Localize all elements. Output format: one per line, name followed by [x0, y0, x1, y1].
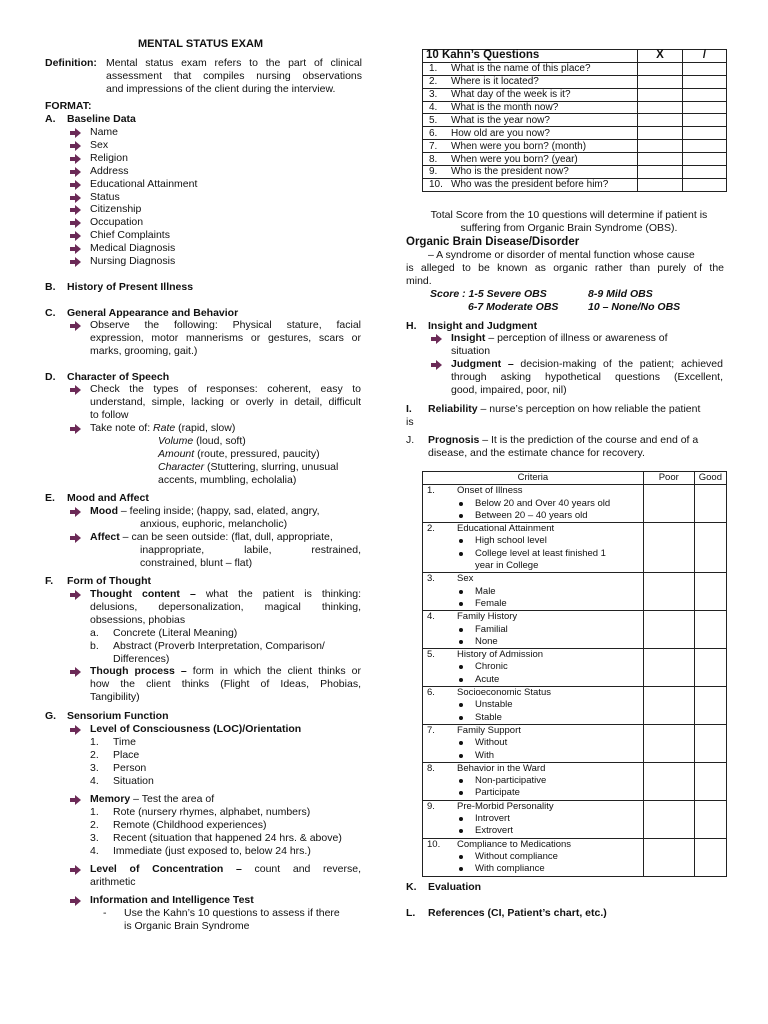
bullet-icon — [459, 817, 463, 821]
memory-heading: Memory – Test the area of — [90, 793, 215, 805]
arrow-bullet-icon — [70, 424, 80, 434]
good-header: Good — [694, 472, 726, 485]
bullet-icon — [459, 716, 463, 720]
question-number: 3. — [429, 89, 438, 101]
arrow-bullet-icon — [70, 896, 80, 906]
info-test-text: Use the Kahn’s 10 questions to assess if there is Organic Brain Syndrome — [124, 907, 340, 932]
criteria-option: Participate — [475, 787, 520, 799]
arrow-bullet-icon — [70, 590, 80, 600]
obd-text: – A syndrome or disorder of mental function whose cause is alleged to be known as organic rather than purely of the mind. — [406, 249, 724, 287]
prognosis-criteria-table — [422, 471, 727, 877]
mood-text-2: anxious, euphoric, melancholic) — [140, 518, 288, 530]
bullet-icon — [459, 867, 463, 871]
section-c-heading: C. General Appearance and Behavior — [45, 307, 239, 319]
arrow-bullet-icon — [70, 154, 80, 164]
criteria-option: With compliance — [475, 863, 545, 875]
criteria-cell — [423, 762, 644, 800]
criteria-option: Chronic — [475, 661, 508, 673]
table-row — [423, 101, 727, 114]
table-row — [423, 62, 727, 75]
affect-text-3: constrained, blunt – flat) — [140, 557, 253, 569]
good-cell — [694, 523, 726, 573]
kahn-questions-table — [422, 49, 727, 192]
table-row — [423, 485, 727, 523]
thought-content: Thought content – what the patient is thinking: delusions, depersonalization, magical thinking, obsessions, phobias — [90, 588, 361, 626]
table-row — [423, 838, 727, 876]
criteria-title: Educational Attainment — [457, 523, 555, 535]
criteria-cell — [423, 838, 644, 876]
kahn-table-title: 10 Kahn’s Questions — [423, 50, 638, 63]
question-text: What is the name of this place? — [451, 63, 591, 75]
bullet-icon — [459, 602, 463, 606]
list-number: 2. — [90, 748, 99, 761]
section-h-heading: H. Insight and Judgment — [406, 320, 538, 332]
list-number: 2. — [90, 818, 99, 831]
kahn-question-cell — [423, 62, 638, 75]
poor-cell — [643, 724, 694, 762]
list-number: 1. — [90, 736, 99, 748]
kahn-question-cell — [423, 114, 638, 127]
arrow-bullet-icon — [70, 231, 80, 241]
table-row — [423, 687, 727, 725]
baseline-item: Sex — [90, 138, 109, 151]
sub-item-a-num: a. — [90, 627, 99, 639]
table-row — [423, 800, 727, 838]
baseline-item: Religion — [90, 151, 128, 164]
arrow-bullet-icon — [70, 205, 80, 215]
question-number: 2. — [429, 76, 438, 88]
list-number: 3. — [90, 831, 99, 844]
criteria-number: 4. — [427, 611, 435, 623]
arrow-bullet-icon — [70, 795, 80, 805]
good-cell — [694, 573, 726, 611]
kahn-question-cell — [423, 101, 638, 114]
info-dash: - — [103, 907, 107, 919]
list-item: Immediate (just exposed to, below 24 hrs.) — [113, 844, 311, 857]
check-score-cell — [683, 153, 727, 166]
check-score-cell — [683, 166, 727, 179]
section-g-heading: G. Sensorium Function — [45, 710, 169, 722]
poor-cell — [643, 611, 694, 649]
table-row — [423, 166, 727, 179]
table-row — [423, 88, 727, 101]
table-row — [423, 75, 727, 88]
section-j: J. Prognosis – It is the prediction of the course and end of a disease, and the estimate chance for recovery. — [406, 434, 699, 459]
good-cell — [694, 800, 726, 838]
affect-text: Affect – can be seen outside: (flat, dull, appropriate, — [90, 531, 333, 543]
criteria-option: Without — [475, 737, 508, 749]
section-d-amount: Amount (route, pressured, paucity) — [158, 448, 320, 460]
arrow-bullet-icon — [70, 128, 80, 138]
list-item: Remote (Childhood experiences) — [113, 818, 267, 831]
x-score-cell — [638, 140, 683, 153]
bullet-icon — [459, 678, 463, 682]
score-moderate: 6-7 Moderate OBS — [468, 301, 559, 313]
section-e-heading: E. Mood and Affect — [45, 492, 149, 504]
arrow-bullet-icon — [70, 533, 80, 543]
bullet-icon — [459, 539, 463, 543]
kahn-question-cell — [423, 153, 638, 166]
question-text: How old are you now? — [451, 127, 550, 139]
check-score-cell — [683, 62, 727, 75]
format-label: FORMAT: — [45, 100, 92, 112]
insight-text: Insight – perception of illness or awareness of situation — [451, 332, 668, 357]
table-row — [423, 114, 727, 127]
list-number: 1. — [90, 806, 99, 818]
list-number: 4. — [90, 844, 99, 857]
x-score-cell — [638, 62, 683, 75]
x-score-cell — [638, 75, 683, 88]
good-cell — [694, 649, 726, 687]
judgment-text: Judgment – decision-making of the patient; achieved through asking hypothetical questions (Excellent, good, impaired, poor, nil) — [451, 358, 723, 396]
section-k-heading: K. Evaluation — [406, 881, 482, 893]
criteria-cell — [423, 485, 644, 523]
arrow-bullet-icon — [70, 244, 80, 254]
section-i: I. Reliability – nurse’s perception on how reliable the patient is — [406, 403, 701, 428]
section-d-character: Character (Stuttering, slurring, unusual — [158, 461, 339, 473]
section-f-heading: F. Form of Thought — [45, 575, 151, 587]
section-d-check: Check the types of responses: coherent, easy to understand, simple, lacking or overly in detail, difficult to follow — [90, 383, 361, 421]
bullet-icon — [459, 590, 463, 594]
table-row — [423, 127, 727, 140]
criteria-option: Female — [475, 597, 507, 609]
table-row — [423, 178, 727, 191]
criteria-cell — [423, 649, 644, 687]
question-number: 5. — [429, 114, 438, 126]
criteria-cell — [423, 573, 644, 611]
table-row — [423, 573, 727, 611]
criteria-option: Below 20 and Over 40 years old — [475, 497, 611, 509]
section-a-heading: A. Baseline Data — [45, 113, 136, 125]
table-row — [423, 153, 727, 166]
bullet-icon — [459, 741, 463, 745]
criteria-option: Stable — [475, 711, 502, 723]
arrow-bullet-icon — [431, 334, 441, 344]
bullet-icon — [459, 514, 463, 518]
criteria-title: Onset of Illness — [457, 485, 523, 497]
criteria-title: Family Support — [457, 724, 521, 736]
baseline-item: Occupation — [90, 216, 144, 229]
check-score-cell — [683, 114, 727, 127]
kahn-col-check: / — [683, 50, 727, 63]
criteria-title: Compliance to Medications — [457, 838, 572, 850]
list-item: Rote (nursery rhymes, alphabet, numbers) — [113, 806, 311, 818]
criteria-title: Sex — [457, 573, 474, 585]
baseline-item: Status — [90, 190, 120, 203]
criteria-number: 5. — [427, 649, 435, 661]
x-score-cell — [638, 88, 683, 101]
poor-cell — [643, 762, 694, 800]
arrow-bullet-icon — [70, 180, 80, 190]
criteria-option: Without compliance — [475, 850, 558, 862]
bullet-icon — [459, 855, 463, 859]
criteria-number: 10. — [427, 838, 441, 850]
x-score-cell — [638, 166, 683, 179]
question-number: 8. — [429, 153, 438, 165]
arrow-bullet-icon — [70, 865, 80, 875]
section-d-note: Take note of: Rate (rapid, slow) — [90, 422, 236, 434]
criteria-option: With — [475, 749, 494, 761]
poor-header: Poor — [643, 472, 694, 485]
obd-title: Organic Brain Disease/Disorder — [406, 236, 580, 248]
criteria-title: Family History — [457, 611, 518, 623]
arrow-bullet-icon — [70, 257, 80, 267]
table-row — [423, 611, 727, 649]
mood-text: Mood – feeling inside; (happy, sad, elated, angry, — [90, 505, 320, 517]
list-number: 3. — [90, 761, 99, 774]
criteria-title: History of Admission — [457, 649, 544, 661]
question-text: Where is it located? — [451, 76, 539, 88]
check-score-cell — [683, 75, 727, 88]
kahn-question-cell — [423, 75, 638, 88]
arrow-bullet-icon — [70, 667, 80, 677]
criteria-option: None — [475, 635, 498, 647]
thought-process: Though process – form in which the client thinks or how the client thinks (Flight of Ideas, Phobias, Tangibility) — [90, 665, 362, 703]
table-row — [423, 649, 727, 687]
good-cell — [694, 762, 726, 800]
criteria-cell — [423, 800, 644, 838]
baseline-item: Name — [90, 126, 119, 138]
list-item: Situation — [113, 774, 154, 787]
bullet-icon — [459, 703, 463, 707]
score-none: 10 – None/No OBS — [588, 301, 681, 313]
arrow-bullet-icon — [70, 141, 80, 151]
arrow-bullet-icon — [70, 321, 80, 331]
arrow-bullet-icon — [70, 385, 80, 395]
bullet-icon — [459, 754, 463, 758]
criteria-number: 9. — [427, 800, 435, 812]
question-number: 1. — [429, 63, 438, 75]
criteria-option: Acute — [475, 673, 500, 685]
list-item: Place — [113, 748, 140, 761]
criteria-number: 7. — [427, 724, 435, 736]
poor-cell — [643, 573, 694, 611]
criteria-title: Socioeconomic Status — [457, 687, 551, 699]
list-item: Person — [113, 761, 147, 774]
arrow-bullet-icon — [70, 218, 80, 228]
criteria-option: Non-participative — [475, 775, 547, 787]
kahn-question-cell — [423, 178, 638, 191]
section-c-text: Observe the following: Physical stature, facial expression, motor mannerisms or gestures, scars or marks, grooming, gait.) — [90, 319, 361, 357]
section-d-character-2: accents, mumbling, echolalia) — [158, 474, 297, 486]
check-score-cell — [683, 127, 727, 140]
list-number: 4. — [90, 774, 99, 787]
question-number: 7. — [429, 140, 438, 152]
bullet-icon — [459, 665, 463, 669]
x-score-cell — [638, 114, 683, 127]
section-d-heading: D. Character of Speech — [45, 371, 170, 383]
list-item: Time — [113, 736, 136, 748]
baseline-item: Medical Diagnosis — [90, 242, 176, 255]
criteria-option: Familial — [475, 623, 508, 635]
good-cell — [694, 687, 726, 725]
criteria-header: Criteria — [423, 472, 644, 485]
table-row — [423, 762, 727, 800]
good-cell — [694, 838, 726, 876]
kahn-question-cell — [423, 127, 638, 140]
check-score-cell — [683, 140, 727, 153]
sub-item-a: Concrete (Literal Meaning) — [113, 627, 238, 639]
definition-label: Definition: — [45, 57, 97, 69]
question-text: When were you born? (month) — [451, 140, 587, 152]
criteria-number: 3. — [427, 573, 435, 585]
loc-heading: Level of Consciousness (LOC)/Orientation — [90, 723, 302, 735]
poor-cell — [643, 687, 694, 725]
section-d-volume: Volume (loud, soft) — [158, 435, 246, 447]
question-number: 4. — [429, 102, 438, 113]
x-score-cell — [638, 153, 683, 166]
arrow-bullet-icon — [70, 193, 80, 203]
poor-cell — [643, 485, 694, 523]
sub-item-b-num: b. — [90, 640, 99, 652]
criteria-option: Extrovert — [475, 825, 514, 837]
baseline-item: Nursing Diagnosis — [90, 255, 176, 267]
question-number: 9. — [429, 166, 438, 178]
poor-cell — [643, 838, 694, 876]
criteria-cell — [423, 724, 644, 762]
check-score-cell — [683, 101, 727, 114]
baseline-item: Address — [90, 164, 129, 177]
question-text: Who is the president now? — [451, 166, 569, 178]
criteria-number: 1. — [427, 485, 435, 497]
bullet-icon — [459, 640, 463, 644]
table-row — [423, 724, 727, 762]
bullet-icon — [459, 829, 463, 833]
x-score-cell — [638, 178, 683, 191]
baseline-item: Educational Attainment — [90, 177, 198, 190]
baseline-item: Chief Complaints — [90, 229, 170, 242]
table-row — [423, 140, 727, 153]
total-score-text: Total Score from the 10 questions will determine if patient is suffering from Organic Brain Syndrome (OBS). — [430, 209, 708, 234]
bullet-icon — [459, 791, 463, 795]
criteria-title: Pre-Morbid Personality — [457, 800, 554, 812]
question-text: Who was the president before him? — [451, 179, 609, 191]
arrow-bullet-icon — [70, 507, 80, 517]
baseline-item: Citizenship — [90, 203, 142, 216]
definition-text: Mental status exam refers to the part of clinical assessment that compiles nursing observations and impressions of the client during the interview. — [106, 57, 362, 95]
affect-text-2: inappropriate, labile, restrained, — [140, 544, 361, 556]
criteria-cell — [423, 523, 644, 573]
concentration-text: Level of Concentration – count and reverse, arithmetic — [90, 863, 361, 888]
kahn-question-cell — [423, 140, 638, 153]
table-row — [423, 523, 727, 573]
poor-cell — [643, 649, 694, 687]
criteria-number: 6. — [427, 687, 435, 699]
good-cell — [694, 611, 726, 649]
poor-cell — [643, 523, 694, 573]
page-title: MENTAL STATUS EXAM — [138, 38, 264, 50]
score-severe: Score : 1-5 Severe OBS — [430, 288, 547, 300]
bullet-icon — [459, 502, 463, 506]
question-number: 6. — [429, 127, 438, 139]
criteria-option: Male — [475, 585, 496, 597]
list-item: Recent (situation that happened 24 hrs. & above) — [113, 831, 342, 844]
kahn-question-cell — [423, 166, 638, 179]
criteria-option: year in College — [475, 560, 539, 572]
x-score-cell — [638, 101, 683, 114]
good-cell — [694, 485, 726, 523]
criteria-option: High school level — [475, 535, 547, 547]
good-cell — [694, 724, 726, 762]
check-score-cell — [683, 88, 727, 101]
bullet-icon — [459, 779, 463, 783]
sub-item-b: Abstract (Proverb Interpretation, Comparison/ Differences) — [113, 640, 325, 665]
arrow-bullet-icon — [70, 725, 80, 735]
question-number: 10. — [429, 179, 443, 191]
section-l-heading: L. References (CI, Patient’s chart, etc.) — [406, 907, 607, 919]
bullet-icon — [459, 628, 463, 632]
kahn-col-x: X — [638, 50, 683, 63]
poor-cell — [643, 800, 694, 838]
score-mild: 8-9 Mild OBS — [588, 288, 653, 300]
arrow-bullet-icon — [70, 167, 80, 177]
bullet-icon — [459, 552, 463, 556]
criteria-option: Between 20 – 40 years old — [475, 509, 588, 521]
info-test-heading: Information and Intelligence Test — [90, 894, 254, 906]
question-text: When were you born? (year) — [451, 153, 578, 165]
question-text: What day of the week is it? — [451, 89, 571, 101]
criteria-option: College level at least finished 1 — [475, 547, 606, 559]
section-b-heading: B. History of Present Illness — [45, 281, 194, 293]
criteria-cell — [423, 611, 644, 649]
question-text: What is the year now? — [451, 114, 550, 126]
question-text: What is the month now? — [451, 102, 559, 113]
criteria-option: Unstable — [475, 699, 513, 711]
arrow-bullet-icon — [431, 360, 441, 370]
criteria-option: Introvert — [475, 813, 510, 825]
check-score-cell — [683, 178, 727, 191]
criteria-title: Behavior in the Ward — [457, 762, 546, 774]
criteria-cell — [423, 687, 644, 725]
kahn-question-cell — [423, 88, 638, 101]
criteria-number: 2. — [427, 523, 435, 535]
criteria-number: 8. — [427, 762, 435, 774]
x-score-cell — [638, 127, 683, 140]
